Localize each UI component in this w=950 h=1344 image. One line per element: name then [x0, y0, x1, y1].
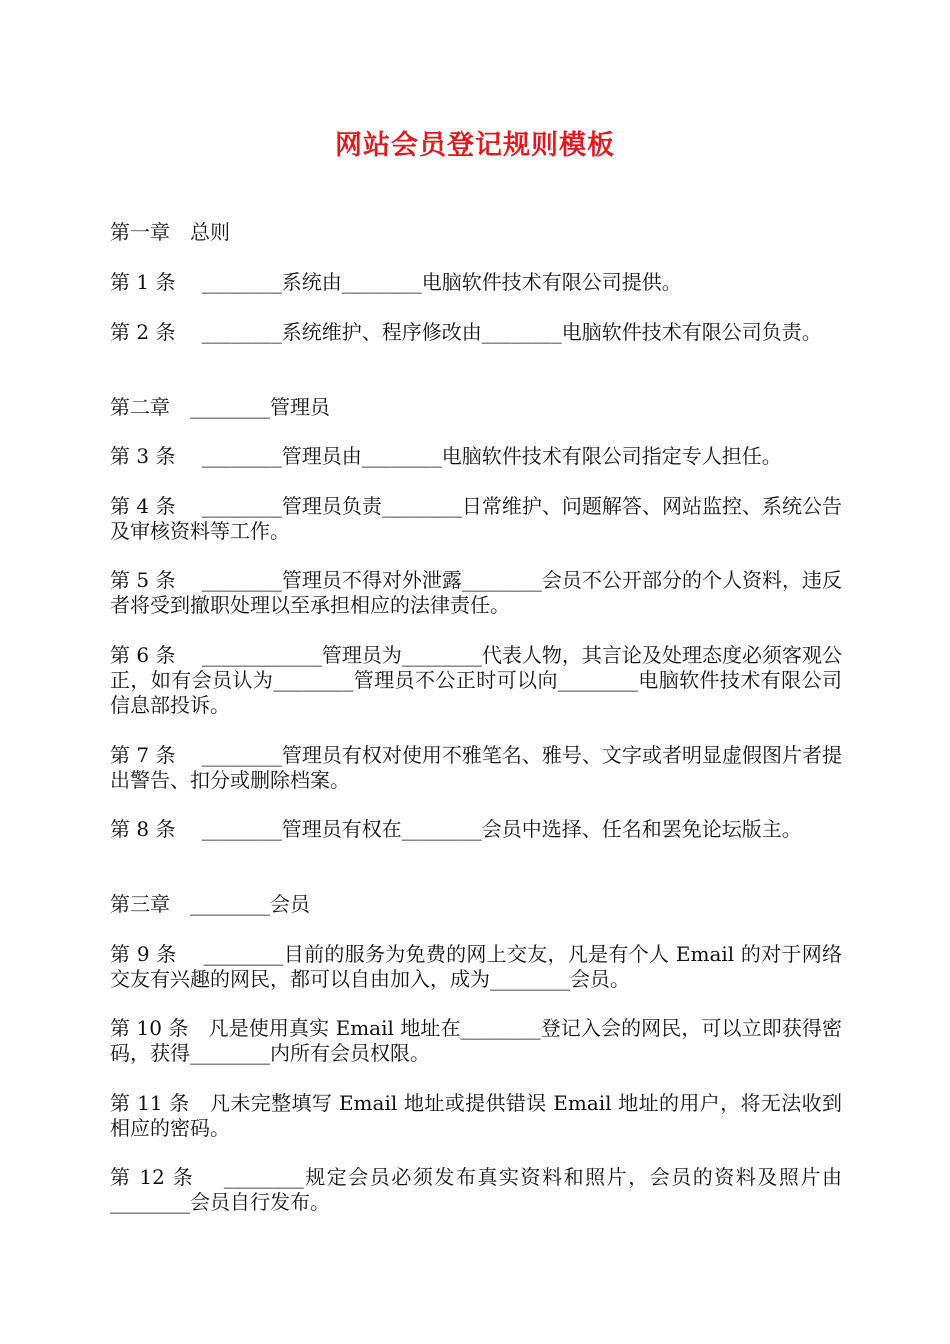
article-paragraph: 第 11 条 凡未完整填写 Email 地址或提供错误 Email 地址的用户，将无法收到相应的密码。 — [110, 1091, 842, 1140]
article-paragraph: 第 10 条 凡是使用真实 Email 地址在________登记入会的网民，可以立即获得密码，获得________内所有会员权限。 — [110, 1016, 842, 1065]
chapter-heading: 第一章 总则 — [110, 220, 230, 244]
article-paragraph: 第 4 条 ________管理员负责________日常维护、问题解答、网站监控、系统公告及审核资料等工作。 — [110, 494, 842, 543]
article-paragraph: 第 5 条 ________管理员不得对外泄露________会员不公开部分的个人资料，违反者将受到撤职处理以至承担相应的法律责任。 — [110, 568, 842, 617]
article-paragraph: 第 6 条 ____________管理员为________代表人物，其言论及处理态度必须客观公正，如有会员认为________管理员不公正时可以向________电脑软件技术有限公司信息部投诉。 — [110, 643, 842, 717]
article-paragraph: 第 2 条 ________系统维护、程序修改由________电脑软件技术有限公司负责。 — [110, 320, 822, 344]
article-paragraph: 第 1 条 ________系统由________电脑软件技术有限公司提供。 — [110, 270, 682, 294]
article-paragraph: 第 7 条 ________管理员有权对使用不雅笔名、雅号、文字或者明显虚假图片者提出警告、扣分或删除档案。 — [110, 743, 842, 792]
chapter-heading: 第三章 ________会员 — [110, 892, 310, 916]
article-paragraph: 第 3 条 ________管理员由________电脑软件技术有限公司指定专人担任。 — [110, 444, 782, 468]
article-paragraph: 第 8 条 ________管理员有权在________会员中选择、任名和罢免论坛版主。 — [110, 817, 802, 841]
article-paragraph: 第 9 条 ________目前的服务为免费的网上交友，凡是有个人 Email 的对于网络交友有兴趣的网民，都可以自由加入，成为________会员。 — [110, 942, 842, 991]
document-title: 网站会员登记规则模板 — [335, 130, 615, 161]
chapter-heading: 第二章 ________管理员 — [110, 395, 330, 419]
article-paragraph: 第 12 条 ________规定会员必须发布真实资料和照片，会员的资料及照片由________会员自行发布。 — [110, 1165, 842, 1214]
